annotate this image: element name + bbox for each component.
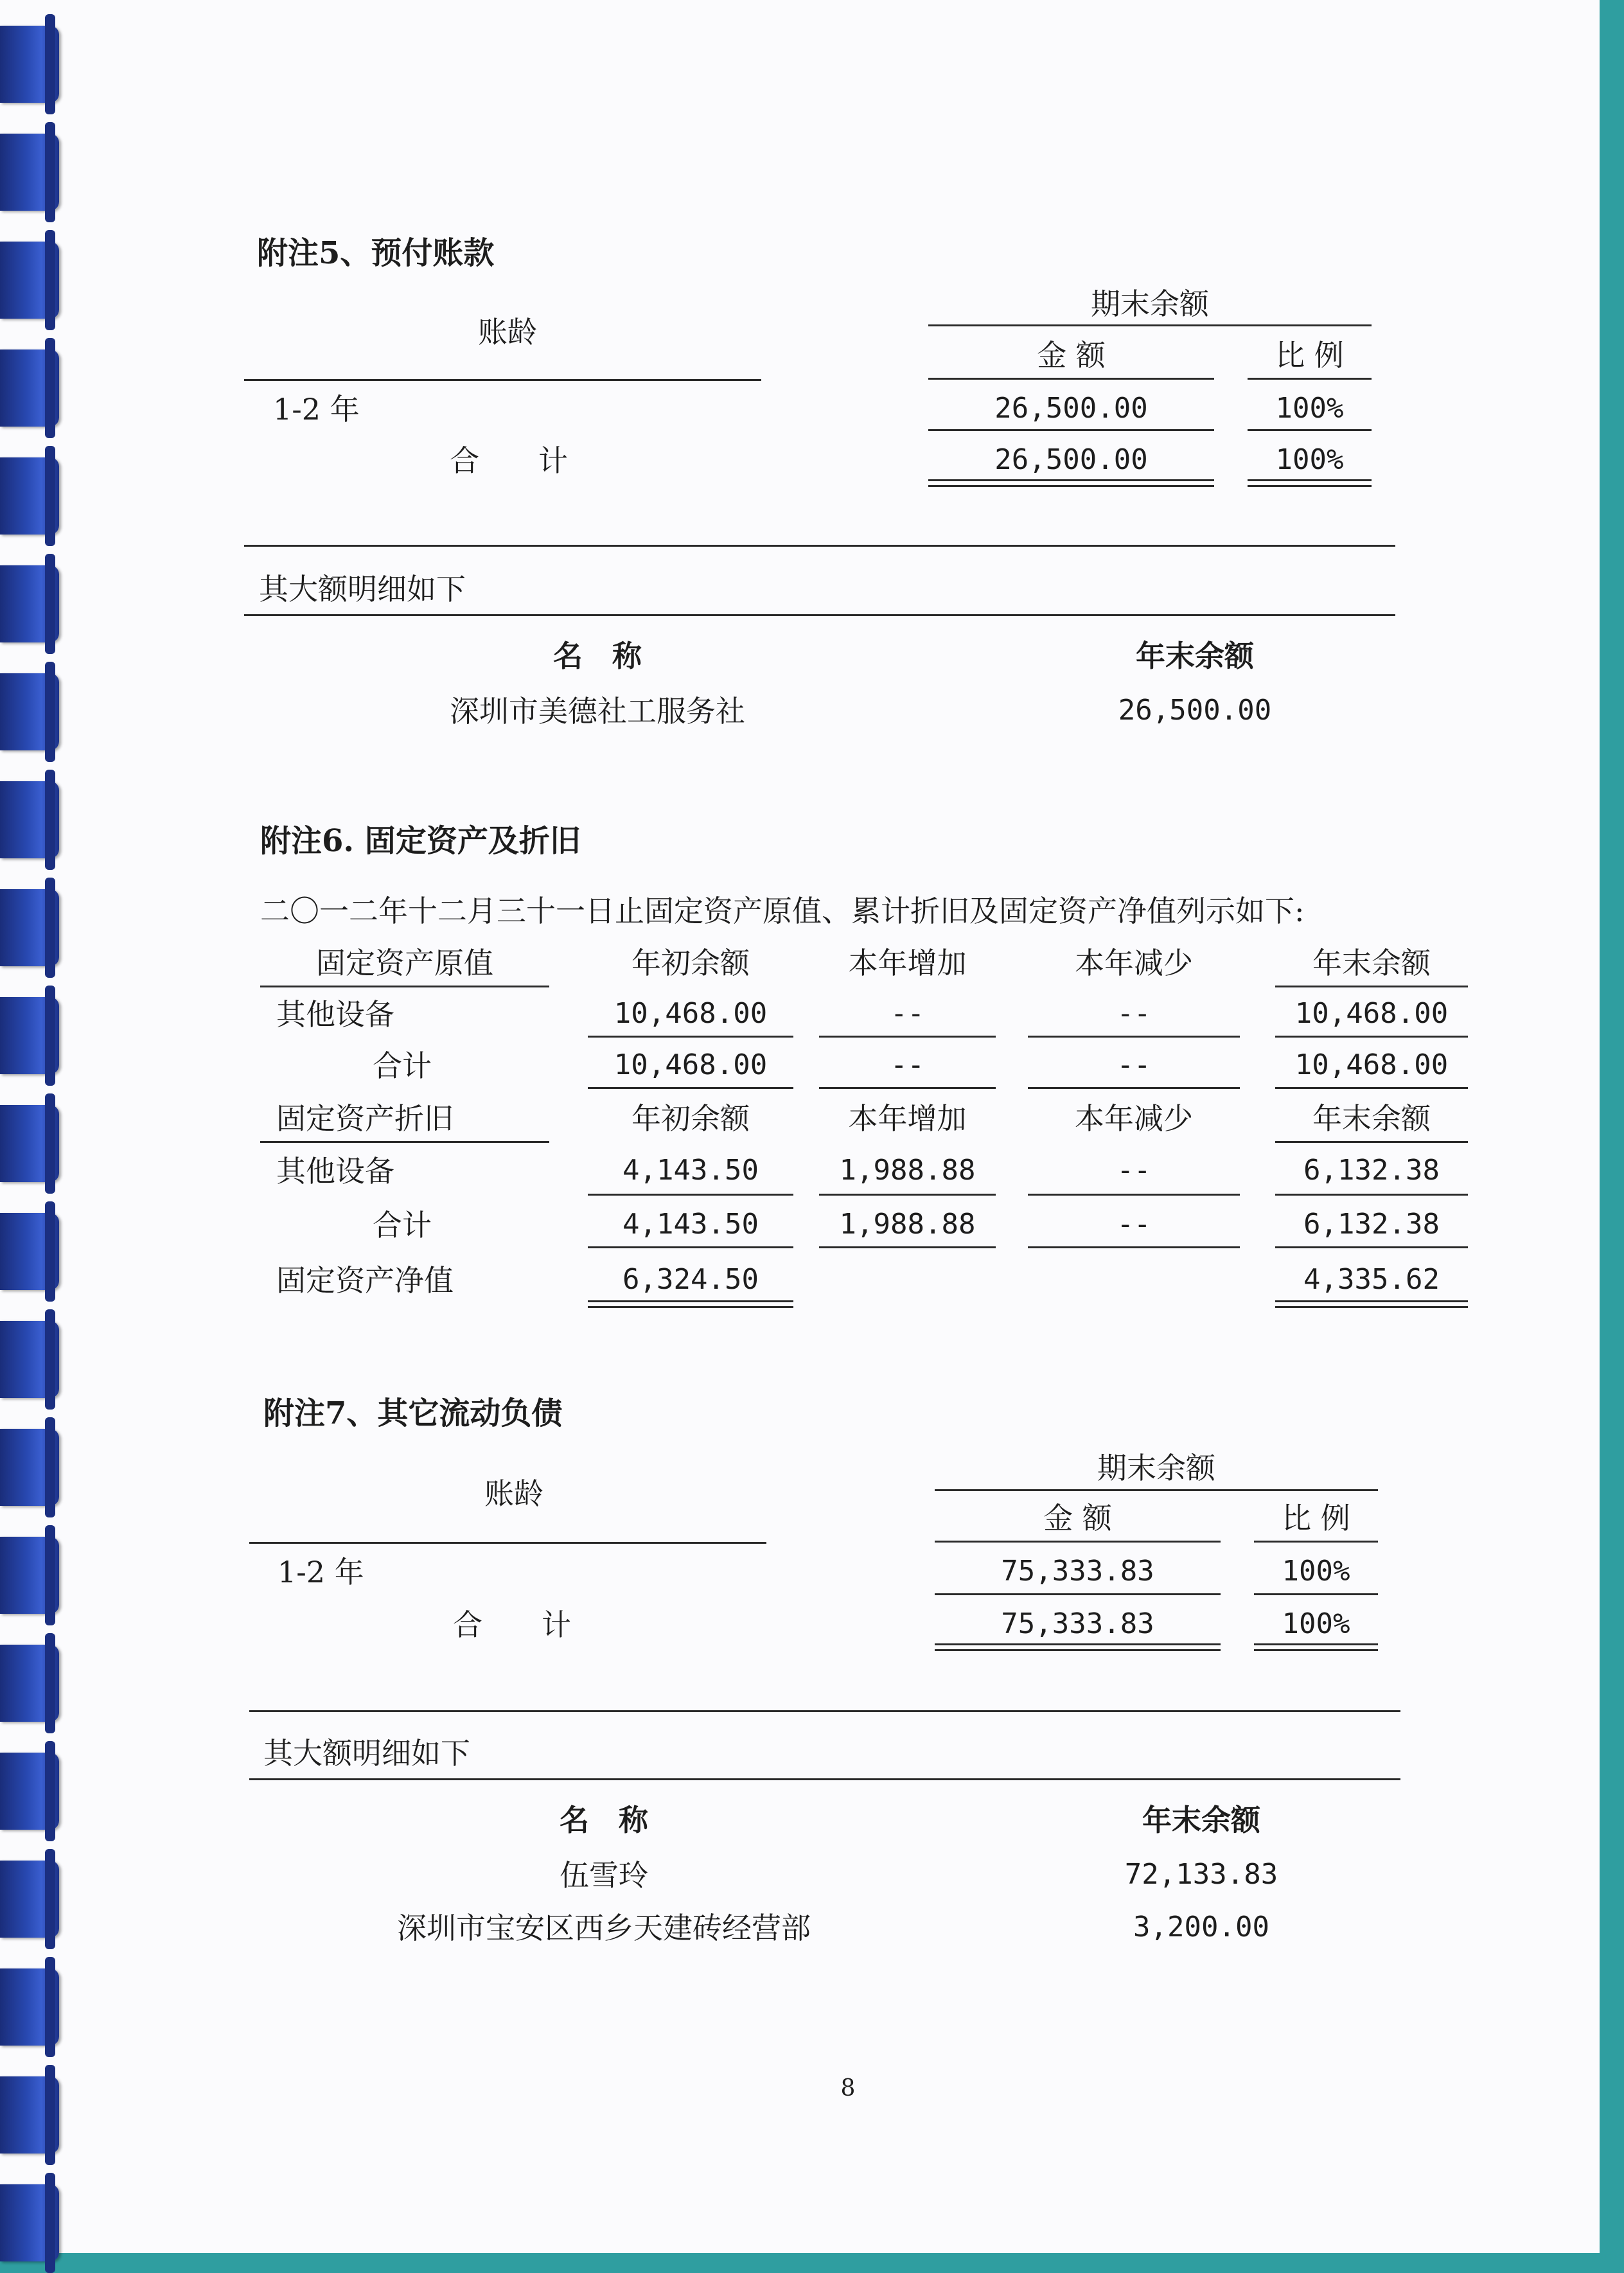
note7-total-ratio: 100% <box>1282 1607 1350 1640</box>
fa-original-header-label: 固定资产原值 <box>316 946 493 980</box>
note5-col-ratio: 比 例 <box>1275 338 1344 373</box>
binding-ring <box>0 2076 59 2154</box>
note7-aging-rule <box>249 1542 766 1544</box>
note5-row-label: 1-2 年 <box>273 392 360 427</box>
rule <box>1028 1246 1240 1248</box>
fa-original-total-increase: -- <box>890 1048 924 1081</box>
binding-ring <box>0 134 59 211</box>
note5-row-amount: 26,500.00 <box>994 392 1148 425</box>
binding-ring <box>0 26 59 103</box>
rule <box>928 378 1214 380</box>
fa-original-begin: 10,468.00 <box>613 997 768 1030</box>
rule <box>1275 1087 1468 1089</box>
rule <box>819 1087 996 1089</box>
note7-header-rule <box>935 1489 1378 1491</box>
note7-row-label: 1-2 年 <box>278 1555 364 1589</box>
note5-detail-col-name: 名 称 <box>553 639 642 673</box>
note5-heading: 附注5、预付账款 <box>257 235 495 271</box>
fa-original-end: 10,468.00 <box>1294 997 1449 1030</box>
rule <box>1248 378 1372 380</box>
note7-detail-name: 伍雪玲 <box>560 1858 648 1893</box>
binding-ring <box>0 457 59 535</box>
fa-depr-begin: 4,143.50 <box>622 1154 759 1187</box>
fa-depr-increase: 1,988.88 <box>839 1154 976 1187</box>
section-rule <box>244 614 1395 616</box>
binding-ring <box>0 1537 59 1614</box>
rule <box>588 1246 793 1248</box>
rule <box>1028 1036 1240 1038</box>
note7-col-period-end: 期末余额 <box>1097 1451 1215 1485</box>
rule <box>588 1087 793 1089</box>
fa-col-decrease: 本年减少 <box>1075 946 1193 980</box>
fa-depr-decrease: -- <box>1116 1154 1151 1187</box>
binding-ring <box>0 889 59 966</box>
fa-depr-total-increase: 1,988.88 <box>839 1208 976 1241</box>
note7-detail-col-name: 名 称 <box>560 1803 648 1837</box>
double-rule <box>1275 1300 1468 1308</box>
section-rule <box>249 1778 1400 1780</box>
fa-depr-end: 6,132.38 <box>1303 1154 1440 1187</box>
note5-detail-heading: 其大额明细如下 <box>259 572 466 606</box>
note7-total-amount: 75,333.83 <box>1001 1607 1154 1640</box>
rule <box>819 1246 996 1248</box>
rule <box>1275 1141 1468 1143</box>
fa-depr-header-label: 固定资产折旧 <box>276 1101 454 1136</box>
binding-ring <box>0 565 59 642</box>
note5-col-amount: 金 额 <box>1037 338 1106 373</box>
fa-original-total-begin: 10,468.00 <box>613 1048 768 1081</box>
binding-ring <box>0 1861 59 1938</box>
binding-ring <box>0 242 59 319</box>
note5-row-ratio: 100% <box>1275 392 1344 425</box>
note7-col-ratio: 比 例 <box>1282 1501 1350 1535</box>
fa-depr-total-label: 合计 <box>373 1208 432 1243</box>
note5-detail-balance: 26,500.00 <box>1118 694 1272 727</box>
fa-depr-total-begin: 4,143.50 <box>622 1208 759 1241</box>
binding-ring <box>0 1105 59 1182</box>
fa-original-row-label: 其他设备 <box>276 997 394 1032</box>
rule <box>1028 1087 1240 1089</box>
rule <box>588 1194 793 1196</box>
note5-total-amount: 26,500.00 <box>994 443 1148 476</box>
rule <box>1248 429 1372 431</box>
note7-row-ratio: 100% <box>1282 1555 1350 1588</box>
page-number: 8 <box>840 2075 856 2101</box>
rule <box>928 429 1214 431</box>
note7-detail-balance: 3,200.00 <box>1133 1911 1269 1943</box>
note7-detail-col-balance: 年末余额 <box>1142 1803 1260 1837</box>
fa-col-end: 年末余额 <box>1312 946 1431 980</box>
fa-depr-total-end: 6,132.38 <box>1303 1208 1440 1241</box>
rule <box>935 1541 1221 1543</box>
note5-col-period-end: 期末余额 <box>1091 287 1209 321</box>
note5-detail-col-balance: 年末余额 <box>1136 639 1254 673</box>
note7-detail-name: 深圳市宝安区西乡天建砖经营部 <box>397 1911 811 1945</box>
rule <box>1275 1246 1468 1248</box>
fa-original-increase: -- <box>890 997 924 1030</box>
section-rule <box>249 1710 1400 1712</box>
note5-total-ratio: 100% <box>1275 443 1344 476</box>
rule <box>260 1141 549 1143</box>
rule <box>935 1593 1221 1595</box>
binding-ring <box>0 2184 59 2261</box>
note7-detail-heading: 其大额明细如下 <box>263 1736 470 1771</box>
fa-depr-col-increase: 本年增加 <box>848 1101 967 1136</box>
fa-col-begin: 年初余额 <box>631 946 750 980</box>
double-rule <box>928 479 1214 487</box>
note6-intro: 二〇一二年十二月三十一日止固定资产原值、累计折旧及固定资产净值列示如下: <box>260 894 1305 928</box>
binding-ring <box>0 1753 59 1830</box>
note5-aging-rule <box>244 379 761 381</box>
note5-col-aging: 账龄 <box>478 315 537 349</box>
binding-ring <box>0 1429 59 1506</box>
rule <box>588 1036 793 1038</box>
double-rule <box>1254 1643 1378 1651</box>
rule <box>819 1194 996 1196</box>
note7-row-amount: 75,333.83 <box>1001 1555 1154 1588</box>
binding-ring <box>0 673 59 750</box>
double-rule <box>588 1300 793 1308</box>
rule <box>1275 986 1468 987</box>
rule <box>1275 1194 1468 1196</box>
fa-depr-total-decrease: -- <box>1116 1208 1151 1241</box>
double-rule <box>1248 479 1372 487</box>
spiral-binding <box>0 0 71 2253</box>
rule <box>260 986 549 987</box>
fa-original-decrease: -- <box>1116 997 1151 1030</box>
binding-ring <box>0 1645 59 1722</box>
fa-original-total-label: 合计 <box>373 1048 432 1083</box>
binding-ring <box>0 1213 59 1290</box>
note7-col-amount: 金 额 <box>1043 1501 1112 1535</box>
rule <box>1275 1036 1468 1038</box>
note7-detail-balance: 72,133.83 <box>1124 1858 1278 1891</box>
double-rule <box>935 1643 1221 1651</box>
rule <box>1254 1541 1378 1543</box>
note5-detail-name: 深圳市美德社工服务社 <box>450 694 745 729</box>
fa-depr-row-label: 其他设备 <box>276 1154 394 1189</box>
note5-total-label: 合 计 <box>450 443 568 478</box>
binding-ring <box>0 349 59 427</box>
rule <box>1254 1593 1378 1595</box>
note5-header-rule <box>928 324 1372 326</box>
fa-col-increase: 本年增加 <box>848 946 967 980</box>
fa-depr-col-begin: 年初余额 <box>631 1101 750 1136</box>
binding-ring <box>0 1968 59 2046</box>
binding-ring <box>0 781 59 858</box>
rule <box>1028 1194 1240 1196</box>
binding-ring <box>0 997 59 1074</box>
fa-net-end: 4,335.62 <box>1303 1263 1440 1296</box>
section-rule <box>244 545 1395 547</box>
binding-ring <box>0 1321 59 1398</box>
fa-depr-col-end: 年末余额 <box>1312 1101 1431 1136</box>
fa-net-label: 固定资产净值 <box>276 1263 454 1298</box>
note6-heading: 附注6. 固定资产及折旧 <box>260 823 581 859</box>
fa-original-total-decrease: -- <box>1116 1048 1151 1081</box>
fa-original-total-end: 10,468.00 <box>1294 1048 1449 1081</box>
note7-total-label: 合 计 <box>453 1607 571 1642</box>
fa-depr-col-decrease: 本年减少 <box>1075 1101 1193 1136</box>
rule <box>819 1036 996 1038</box>
note7-heading: 附注7、其它流动负债 <box>263 1395 563 1431</box>
note7-col-aging: 账龄 <box>484 1476 543 1511</box>
fa-net-begin: 6,324.50 <box>622 1263 759 1296</box>
